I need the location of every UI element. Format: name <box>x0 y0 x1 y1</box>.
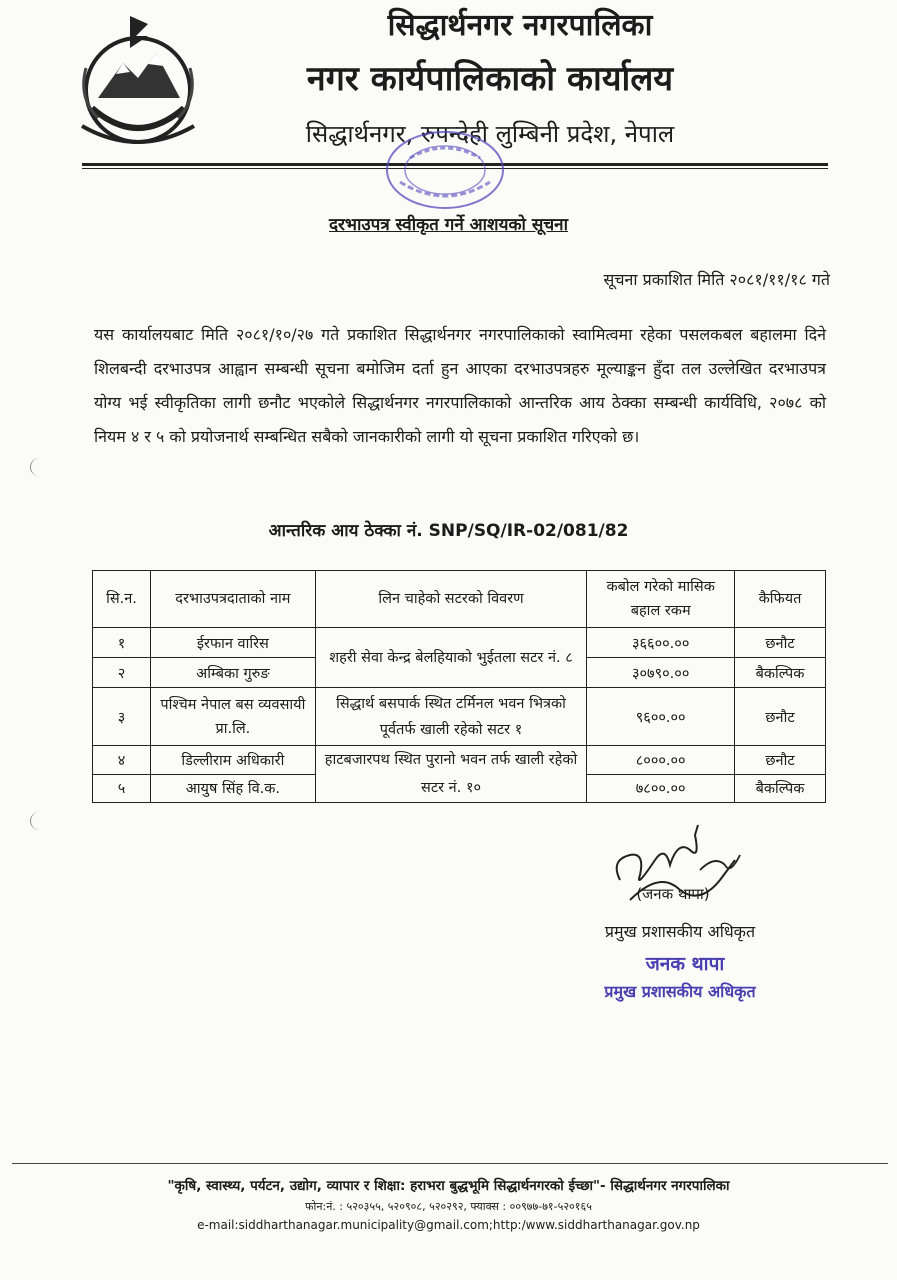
cell-bidder: आयुष सिंह वि.क. <box>150 774 315 803</box>
cell-bidder: अम्बिका गुरुङ <box>150 658 315 688</box>
cell-remarks: बैकल्पिक <box>735 658 826 688</box>
footer-email: e-mail:siddharthanagar.municipality@gmail.com;http:/www.siddharthanagar.gov.np <box>197 1218 700 1232</box>
handwritten-signature-icon <box>600 820 750 920</box>
cell-amount: ३०७९०.०० <box>587 658 735 688</box>
nepal-government-emblem-icon <box>68 8 208 158</box>
name-stamp: जनक थापा <box>645 953 725 975</box>
cell-remarks: बैकल्पिक <box>735 774 826 803</box>
cell-bidder: डिल्लीराम अधिकारी <box>150 746 315 775</box>
notice-subject: दरभाउपत्र स्वीकृत गर्ने आशयको सूचना <box>329 215 568 235</box>
cell-bidder: ईरफान वारिस <box>150 628 315 658</box>
bids-table <box>92 570 826 803</box>
cell-sn: १ <box>93 628 151 658</box>
footer-rule <box>12 1163 888 1164</box>
scan-mark <box>30 812 49 830</box>
published-date: सूचना प्रकाशित मिति २०८१/११/१८ गते <box>603 270 830 289</box>
contract-number: आन्तरिक आय ठेक्का नं. SNP/SQ/IR-02/081/82 <box>268 521 629 541</box>
header-amount: कबोल गरेको मासिक बहाल रकम <box>587 571 735 628</box>
cell-sn: ४ <box>93 746 151 775</box>
table-header-row <box>93 571 826 628</box>
table-row <box>93 628 826 658</box>
table-row <box>93 688 826 746</box>
cell-remarks: छनौट <box>735 688 826 746</box>
header-remarks: कैफियत <box>735 571 826 628</box>
notice-body: यस कार्यालयबाट मिति २०८१/१०/२७ गते प्रकाशित सिद्धार्थनगर नगरपालिकाको स्वामित्वमा रहेका पसलकबल बहालमा दिने शिलबन्दी दरभाउपत्र आह्वान सम्बन्धी सूचना बमोजिम दर्ता हुन आएका दरभाउपत्रहरु मूल्याङ्कन हुँदा तल उल्लेखित दरभाउपत्र योग्य भई स्वीकृतिका लागी छनौट भएकोले सिद्धार्थनगर नगरपालिकाको आन्तरिक आय ठेक्का सम्बन्धी कार्यविधि, २०७८ को नियम ४ र ५ को प्रयोजनार्थ सम्बन्धित सबैको जानकारीको लागी यो सूचना प्रकाशित गरिएको छ। <box>94 325 826 446</box>
footer-phone: फोन:नं. : ५२०३५५, ५२०९०८, ५२०२९२, फ्याक्स : ००९७७-७१-५२०१६५ <box>305 1200 592 1213</box>
cell-sn: ५ <box>93 774 151 803</box>
footer-slogan: "कृषि, स्वास्थ्य, पर्यटन, उद्योग, व्यापार र शिक्षा: हराभरा बुद्धभूमि सिद्धार्थनगरको ईच्छा"- सिद्धार्थनगर नगरपालिका <box>167 1178 730 1194</box>
signatory-title: प्रमुख प्रशासकीय अधिकृत <box>604 922 756 941</box>
cell-amount: ३६६००.०० <box>587 628 735 658</box>
cell-sn: २ <box>93 658 151 688</box>
office-name: नगर कार्यपालिकाको कार्यालय <box>306 59 674 99</box>
table-row <box>93 746 826 775</box>
title-stamp: प्रमुख प्रशासकीय अधिकृत <box>604 982 756 1001</box>
cell-amount: ९६००.०० <box>587 688 735 746</box>
header-sn: सि.न. <box>93 571 151 628</box>
cell-shutter: सिद्धार्थ बसपार्क स्थित टर्मिनल भवन भित्रको पूर्वतर्फ खाली रहेको सटर १ <box>315 688 587 746</box>
cell-amount: ७८००.०० <box>587 774 735 803</box>
cell-amount: ८०००.०० <box>587 746 735 775</box>
municipality-name: सिद्धार्थनगर नगरपालिका <box>387 8 653 43</box>
cell-remarks: छनौट <box>735 628 826 658</box>
office-seal-stamp-icon <box>380 130 510 220</box>
cell-bidder: पश्चिम नेपाल बस व्यवसायी प्रा.लि. <box>150 688 315 746</box>
signatory-name: (जनक थापा) <box>636 885 710 903</box>
cell-remarks: छनौट <box>735 746 826 775</box>
office-address: सिद्धार्थनगर, रुपन्देही लुम्बिनी प्रदेश, नेपाल <box>305 120 675 148</box>
scan-mark <box>30 458 49 476</box>
cell-shutter: शहरी सेवा केन्द्र बेलहियाको भुईतला सटर नं. ८ <box>315 628 587 688</box>
header-shutter: लिन चाहेको सटरको विवरण <box>315 571 587 628</box>
cell-sn: ३ <box>93 688 151 746</box>
cell-shutter: हाटबजारपथ स्थित पुरानो भवन तर्फ खाली रहेको सटर नं. १० <box>315 746 587 803</box>
header-bidder: दरभाउपत्रदाताको नाम <box>150 571 315 628</box>
